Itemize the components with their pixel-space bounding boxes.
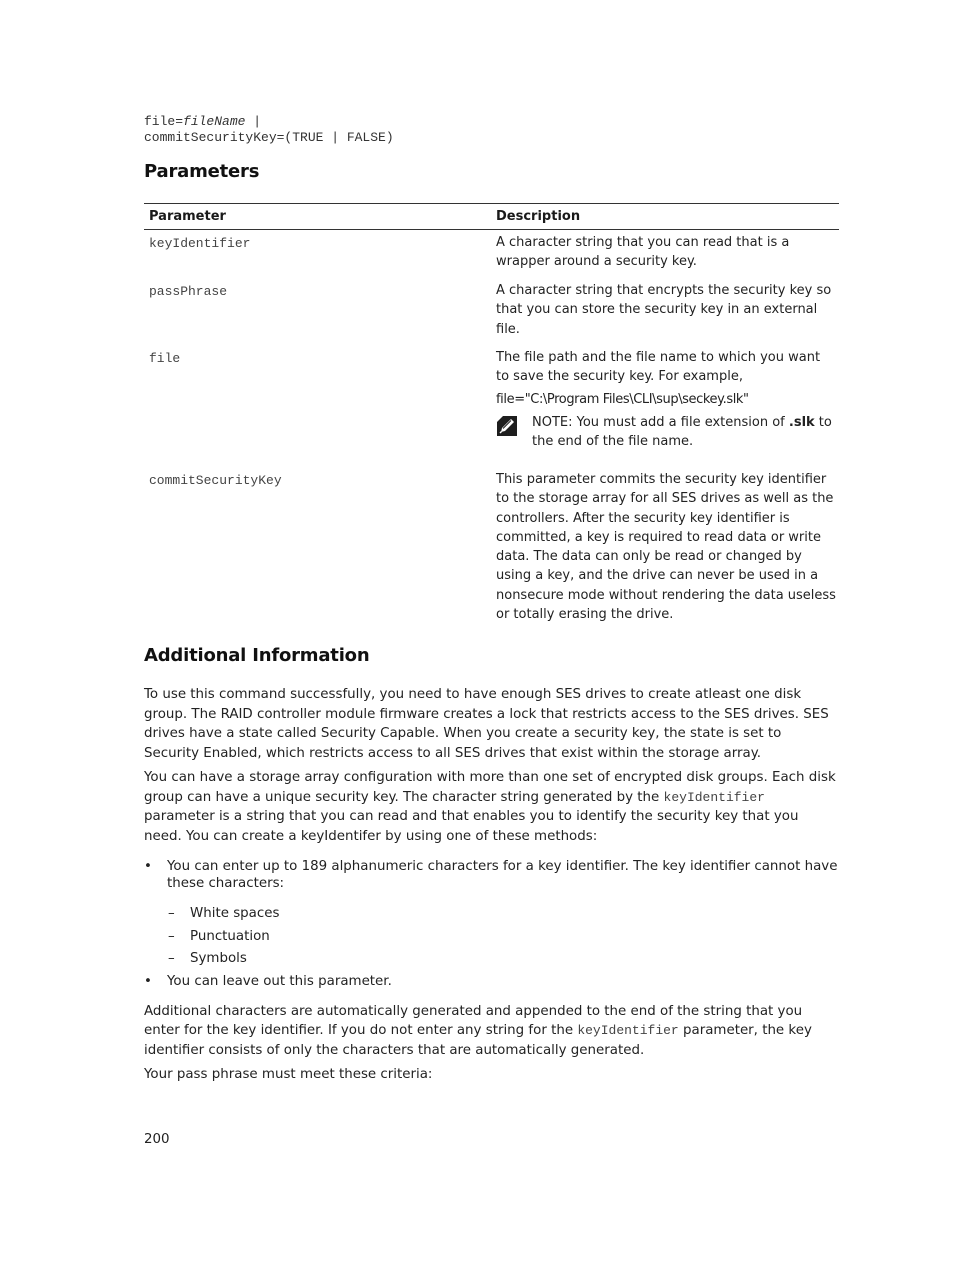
paragraph: Additional characters are automatically generated and appended to the end of the string that you enter for the key identifier. If you do not enter any string for the keyIdentifier parameter, the key identifier consists of only the characters that are automatically generated. bbox=[144, 1003, 812, 1058]
table-header bbox=[144, 203, 839, 230]
paragraph: To use this command successfully, you need to have enough SES drives to create atleast one disk group. The RAID controller module firmware creates a lock that restricts access to the SES drives. SES drives have a state called Security Capable. When you create a security key, the state is set to Security Enabled, which restricts access to all SES drives that exist within the storage array. bbox=[144, 687, 829, 761]
list-item: – White spaces bbox=[167, 903, 839, 926]
methods-list bbox=[144, 859, 839, 993]
note-extension: .slk bbox=[788, 414, 815, 430]
paragraph: Your pass phrase must meet these criteria: bbox=[144, 1067, 433, 1082]
param-description: A character string that you can read that is a wrapper around a security key. bbox=[496, 235, 790, 270]
file-example: file="C:\Program Files\CLI\sup\seckey.slk" bbox=[496, 391, 749, 407]
param-name: keyIdentifier bbox=[149, 236, 251, 251]
param-description: The file path and the file name to which you want to save the security key. For example, file="C:\Program Files\CLI\sup\seckey.slk" NOTE: You must add a file extension of .slk to the end of the file name. bbox=[496, 348, 836, 451]
param-name: passPhrase bbox=[149, 284, 228, 299]
param-description: A character string that encrypts the security key so that you can store the security key in an external file. bbox=[496, 283, 832, 337]
page-number: 200 bbox=[144, 1132, 170, 1147]
list-item: • You can enter up to 189 alphanumeric characters for a key identifier. The key identifier cannot have these characters: – White spaces – Punctuation – Symbols bbox=[144, 859, 839, 971]
parameters-heading: Parameters bbox=[144, 161, 260, 182]
paragraph: You can have a storage array configuration with more than one set of encrypted disk groups. Each disk group can have a unique security key. The character string generated by the keyIdentifier parameter is a string that you can read and that enables you to identify the security key that you need. You can create a keyIdentifer by using one of these methods: bbox=[144, 770, 836, 844]
list-item: – Punctuation bbox=[167, 926, 839, 949]
additional-information-heading: Additional Information bbox=[144, 645, 370, 666]
syntax-block bbox=[144, 114, 394, 145]
list-item: • You can leave out this parameter. bbox=[144, 971, 839, 993]
note-callout: NOTE: You must add a file extension of .slk to the end of the file name. bbox=[496, 413, 836, 452]
additional-information-body bbox=[144, 685, 839, 1090]
inline-code: keyIdentifier bbox=[663, 789, 765, 805]
param-name: file bbox=[149, 351, 181, 366]
parameters-table bbox=[144, 203, 839, 623]
inline-code: keyIdentifier bbox=[577, 1023, 679, 1038]
param-description: This parameter commits the security key identifier to the storage array for all SES drives as well as the controllers. After the security key identifier is committed, a key is required to read data or write data. The data can only be read or changed by using a key, and the drive can never be used in a nonsecure mode without rendering the data useless or totally erasing the drive. bbox=[496, 472, 836, 623]
syntax-placeholder: fileName bbox=[183, 114, 246, 129]
syntax-line-2: commitSecurityKey=(TRUE | FALSE) bbox=[144, 129, 394, 145]
note-pencil-icon bbox=[496, 415, 518, 437]
header-parameter: Parameter bbox=[149, 209, 226, 224]
header-description: Description bbox=[496, 209, 581, 224]
list-item: – Symbols bbox=[167, 948, 839, 971]
restricted-characters-list bbox=[167, 903, 839, 971]
param-name: commitSecurityKey bbox=[149, 473, 282, 488]
note-label: NOTE: bbox=[532, 414, 573, 430]
syntax-line-1: file=fileName | bbox=[144, 114, 262, 129]
